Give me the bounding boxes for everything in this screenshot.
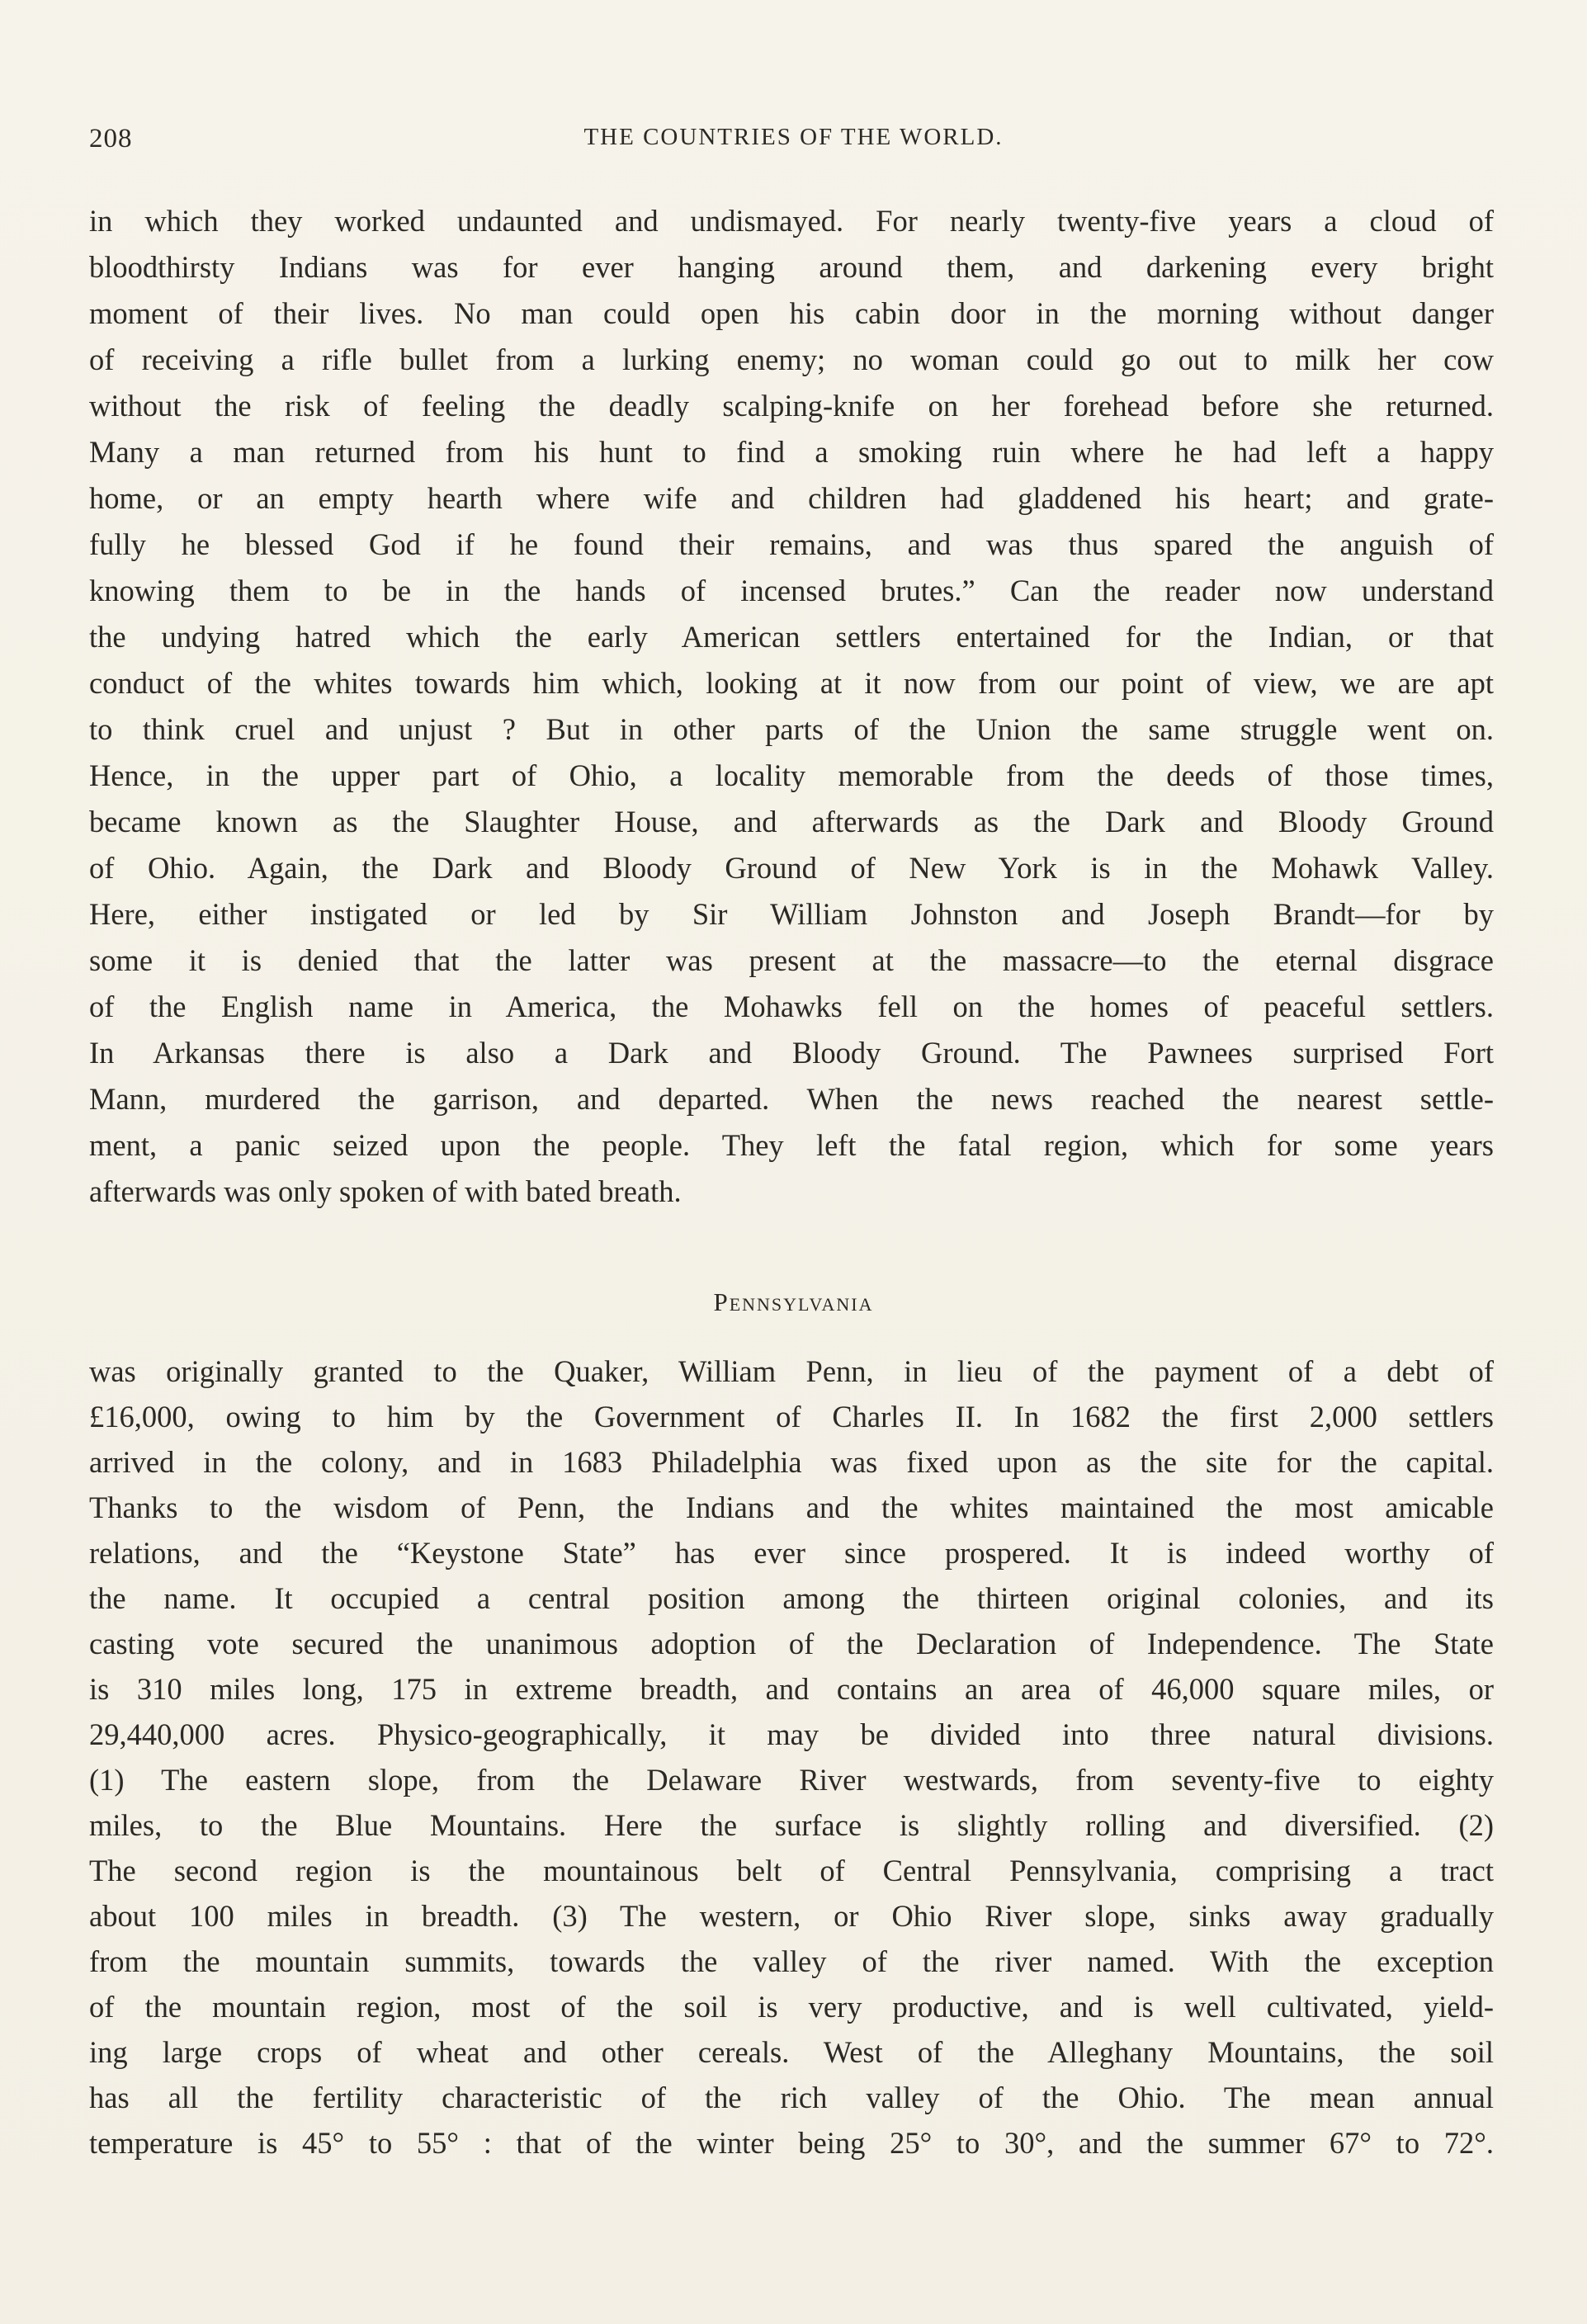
text-line: in which they worked undaunted and undismayed. For nearly twenty-five years a cloud of — [89, 204, 1494, 238]
text-line: £16,000, owing to him by the Government of Charles II. In 1682 the first 2,000 settlers — [89, 1400, 1494, 1434]
text-line: ing large crops of wheat and other cereals. West of the Alleghany Mountains, the soil — [89, 2035, 1494, 2069]
text-line: In Arkansas there is also a Dark and Bloody Ground. The Pawnees surprised Fort — [89, 1036, 1494, 1070]
text-line: of the mountain region, most of the soil is very productive, and is well cultivated, yield- — [89, 1990, 1494, 2024]
page-header — [89, 124, 1498, 157]
text-line: arrived in the colony, and in 1683 Philadelphia was fixed upon as the site for the capital. — [89, 1445, 1494, 1479]
text-line: has all the fertility characteristic of the rich valley of the Ohio. The mean annual — [89, 2081, 1494, 2114]
text-line: about 100 miles in breadth. (3) The western, or Ohio River slope, sinks away gradually — [89, 1899, 1494, 1933]
text-line: casting vote secured the unanimous adoption of the Declaration of Independence. The State — [89, 1627, 1494, 1660]
text-line: is 310 miles long, 175 in extreme breadth, and contains an area of 46,000 square miles, or — [89, 1672, 1494, 1706]
text-line: the undying hatred which the early American settlers entertained for the Indian, or that — [89, 620, 1494, 654]
text-line: Hence, in the upper part of Ohio, a locality memorable from the deeds of those times, — [89, 758, 1494, 792]
text-line: Mann, murdered the garrison, and departed. When the news reached the nearest settle- — [89, 1082, 1494, 1116]
text-line: knowing them to be in the hands of incensed brutes.” Can the reader now understand — [89, 574, 1494, 607]
text-line: home, or an empty hearth where wife and children had gladdened his heart; and grate- — [89, 481, 1494, 515]
text-line: of Ohio. Again, the Dark and Bloody Ground of New York is in the Mohawk Valley. — [89, 851, 1494, 885]
text-line: ment, a panic seized upon the people. They left the fatal region, which for some years — [89, 1128, 1494, 1162]
text-line: temperature is 45° to 55° : that of the winter being 25° to 30°, and the summer 67° to 72°. — [89, 2126, 1494, 2160]
text-line: Here, either instigated or led by Sir William Johnston and Joseph Brandt—for by — [89, 897, 1494, 931]
text-line: miles, to the Blue Mountains. Here the surface is slightly rolling and diversified. (2) — [89, 1808, 1494, 1842]
text-line: from the mountain summits, towards the valley of the river named. With the exception — [89, 1944, 1494, 1978]
text-line: bloodthirsty Indians was for ever hanging around them, and darkening every bright — [89, 250, 1494, 284]
text-line: relations, and the “Keystone State” has ever since prospered. It is indeed worthy of — [89, 1536, 1494, 1570]
text-line: of receiving a rifle bullet from a lurking enemy; no woman could go out to milk her cow — [89, 342, 1494, 376]
text-line: afterwards was only spoken of with bated breath. — [89, 1174, 682, 1208]
page-number: 208 — [89, 124, 133, 154]
running-title: THE COUNTRIES OF THE WORLD. — [583, 124, 1004, 150]
text-line: became known as the Slaughter House, and afterwards as the Dark and Bloody Ground — [89, 805, 1494, 838]
text-line: was originally granted to the Quaker, William Penn, in lieu of the payment of a debt of — [89, 1354, 1494, 1388]
text-line: some it is denied that the latter was present at the massacre—to the eternal disgrace — [89, 943, 1494, 977]
text-line: conduct of the whites towards him which, looking at it now from our point of view, we are apt — [89, 666, 1494, 700]
text-line: to think cruel and unjust ? But in other parts of the Union the same struggle went on. — [89, 712, 1494, 746]
text-line: Thanks to the wisdom of Penn, the Indians and the whites maintained the most amicable — [89, 1490, 1494, 1524]
text-line: moment of their lives. No man could open his cabin door in the morning without danger — [89, 296, 1494, 330]
text-line: Many a man returned from his hunt to find a smoking ruin where he had left a happy — [89, 435, 1494, 469]
text-line: of the English name in America, the Mohawks fell on the homes of peaceful settlers. — [89, 990, 1494, 1023]
text-line: the name. It occupied a central position among the thirteen original colonies, and its — [89, 1581, 1494, 1615]
text-line: (1) The eastern slope, from the Delaware River westwards, from seventy-five to eighty — [89, 1763, 1494, 1797]
section-heading: Pennsylvania — [713, 1287, 874, 1316]
text-line: without the risk of feeling the deadly scalping-knife on her forehead before she returned. — [89, 389, 1494, 423]
text-line: The second region is the mountainous belt of Central Pennsylvania, comprising a tract — [89, 1854, 1494, 1887]
text-line: 29,440,000 acres. Physico-geographically, it may be divided into three natural divisions. — [89, 1717, 1494, 1751]
text-line: fully he blessed God if he found their remains, and was thus spared the anguish of — [89, 527, 1494, 561]
